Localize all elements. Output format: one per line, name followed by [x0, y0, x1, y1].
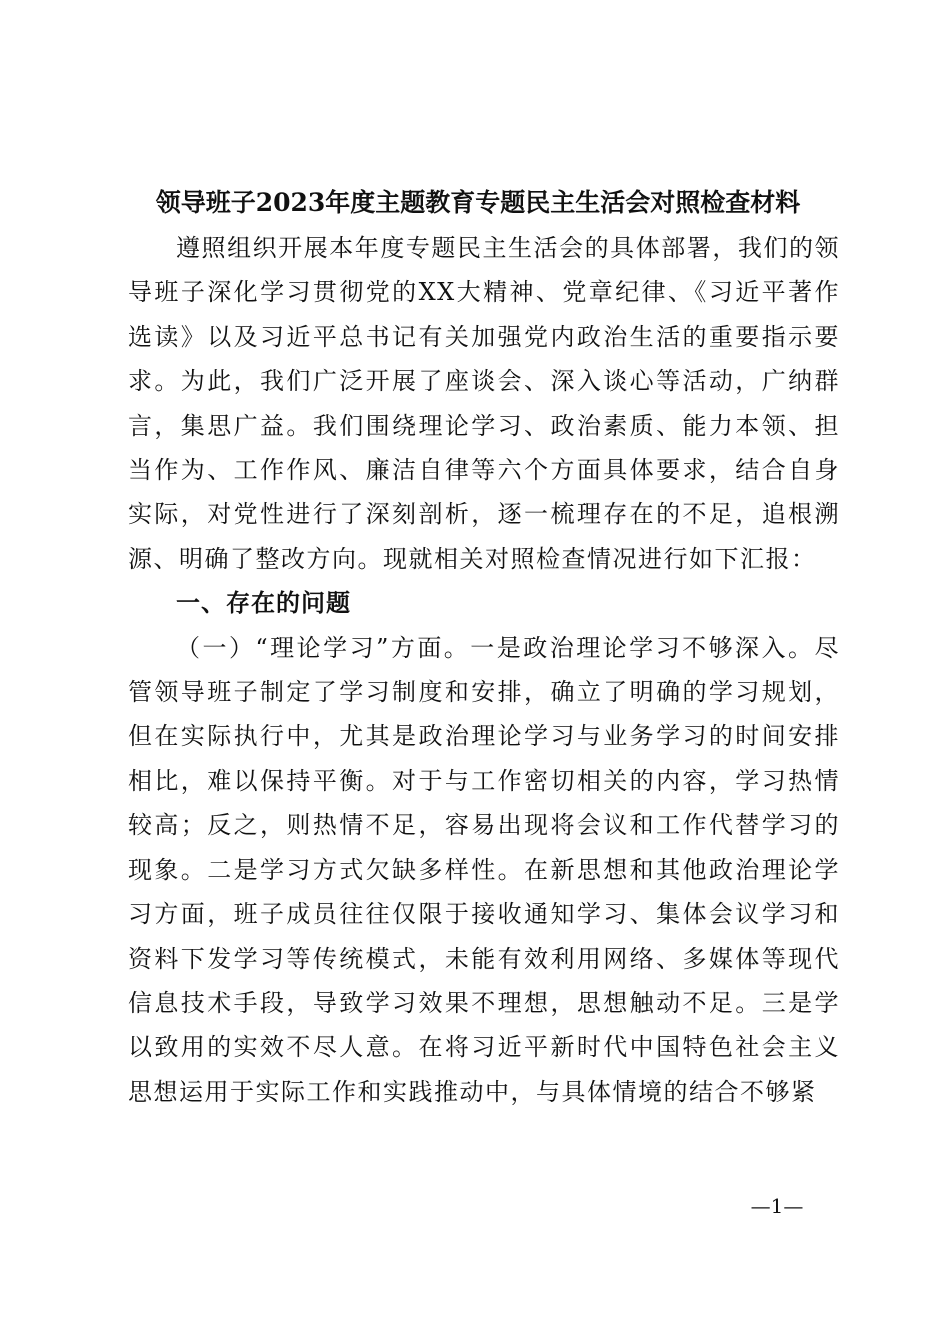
section-heading: 一、存在的问题	[176, 588, 351, 618]
theory-study-paragraph: （一）“理论学习”方面。一是政治理论学习不够深入。尽管领导班子制定了学习制度和安排，确立了明确的学习规划，但在实际执行中，尤其是政治理论学习与业务学习的时间安排相比，难以保持平衡。对于与工作密切相关的内容，学习热情较高；反之，则热情不足，容易出现将会议和工作代替学习的现象。二是学习方式欠缺多样性。在新思想和其他政治理论学习方面，班子成员往往仅限于接收通知学习、集体会议学习和资料下发学习等传统模式，未能有效利用网络、多媒体等现代信息技术手段，导致学习效果不理想，思想触动不足。三是学以致用的实效不尽人意。在将习近平新时代中国特色社会主义思想运用于实际工作和实践推动中，与具体情境的结合不够紧	[128, 633, 840, 1106]
intro-paragraph: 遵照组织开展本年度专题民主生活会的具体部署，我们的领导班子深化学习贯彻党的XX大精神、党章纪律、《习近平著作选读》以及习近平总书记有关加强党内政治生活的重要指示要求。为此，我们广泛开展了座谈会、深入谈心等活动，广纳群言，集思广益。我们围绕理论学习、政治素质、能力本领、担当作为、工作作风、廉洁自律等六个方面具体要求，结合自身实际，对党性进行了深刻剖析，逐一梳理存在的不足，追根溯源、明确了整改方向。现就相关对照检查情况进行如下汇报：	[128, 234, 840, 573]
document-body	[128, 226, 840, 1114]
page-number: —1—	[750, 1194, 804, 1218]
document-title: 领导班子2023年度主题教育专题民主生活会对照检查材料	[155, 188, 801, 217]
